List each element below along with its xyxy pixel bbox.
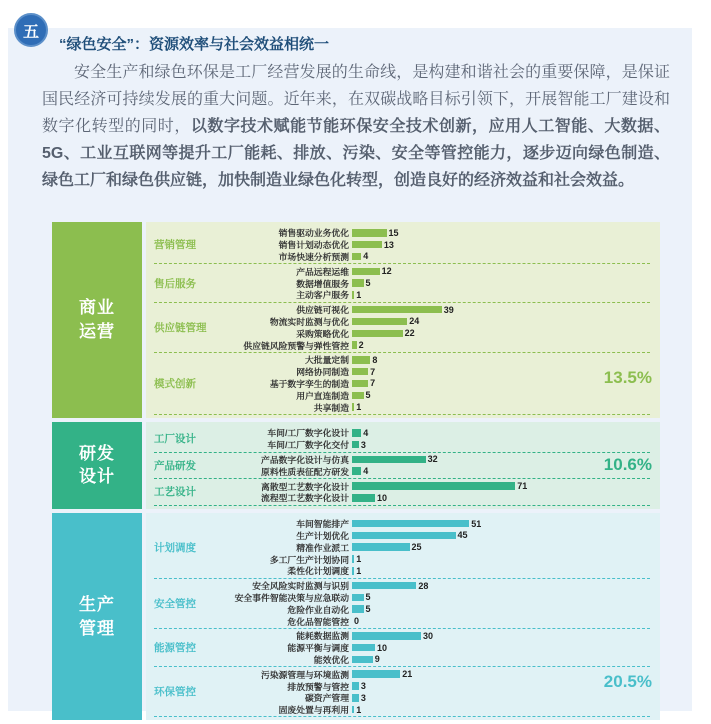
bar — [352, 241, 382, 249]
bar — [352, 306, 442, 314]
bar — [352, 392, 364, 400]
bar-label: 碳资产管理 — [305, 693, 349, 704]
bar — [352, 632, 421, 640]
category-group-0 — [154, 517, 650, 579]
bar-value: 9 — [374, 654, 380, 665]
bar-label: 供应链可视化 — [296, 305, 349, 316]
bar-label: 车间/工厂数字化设计 — [267, 428, 349, 439]
bar-row — [234, 366, 650, 378]
category-group-1 — [154, 579, 650, 629]
bar-rows — [234, 454, 650, 478]
bar-label: 供应链风险预警与弹性管控 — [243, 340, 349, 351]
bar-label: 危化品智能管控 — [287, 616, 349, 627]
bar-label: 用户直连制造 — [296, 390, 349, 401]
bar-row — [234, 603, 650, 615]
bar — [352, 330, 403, 338]
section-panel — [146, 222, 660, 418]
section-title-block — [52, 513, 142, 721]
bar-value: 28 — [418, 580, 429, 591]
page-title: “绿色安全”：资源效率与社会效益相统一 — [59, 36, 330, 53]
bar-rows — [234, 427, 650, 451]
bar-value: 10 — [377, 492, 388, 503]
bar-value: 10 — [377, 642, 388, 653]
bar-row — [234, 465, 650, 477]
bar-value: 5 — [365, 390, 371, 401]
bar-rows — [234, 580, 650, 627]
bar-label: 主动客户服务 — [296, 290, 349, 301]
bar-row — [234, 654, 650, 666]
section-title-block — [52, 222, 142, 418]
bar-label: 车间/工厂数字化交付 — [267, 440, 349, 451]
category-group-0 — [154, 426, 650, 453]
bar-row — [234, 427, 650, 439]
bar — [352, 341, 357, 349]
bar — [352, 467, 361, 475]
bar-row — [234, 642, 650, 654]
bar-value: 13 — [383, 239, 394, 250]
bar-value: 4 — [363, 251, 369, 262]
section-percent: 10.6% — [603, 455, 652, 475]
bar-rows — [234, 480, 650, 504]
bar-row — [234, 304, 650, 316]
bar-row — [234, 553, 650, 565]
bar-row — [234, 530, 650, 542]
category-label: 工艺设计 — [154, 486, 196, 499]
bar-row — [234, 354, 650, 366]
bar-value: 25 — [411, 542, 422, 553]
section-title-label: 商业运营 — [79, 298, 115, 341]
paragraph-normal-text: 安全生产和绿色环保是工厂经营发展的生命线，是构建和谐社会的重要保障，是保证国民经济可持续发展的重大问题。近年来，在双碳战略目标引领下，开展智能工厂建设和数字化转型的同时， — [42, 64, 670, 135]
category-label: 计划调度 — [154, 541, 196, 554]
bar-row — [234, 378, 650, 390]
bar — [352, 694, 359, 702]
bar — [352, 380, 368, 388]
article-page — [8, 23, 692, 716]
category-group-1 — [154, 453, 650, 480]
bar-label: 污染源管理与环境监测 — [261, 669, 349, 680]
bar-value: 4 — [363, 427, 369, 438]
bar-label: 车间智能排产 — [296, 519, 349, 530]
category-label: 能源管控 — [154, 642, 196, 655]
bar — [352, 456, 426, 464]
bar-label: 流程型工艺数字化设计 — [261, 493, 349, 504]
bar-label: 能耗数据监测 — [296, 631, 349, 642]
bar-value: 12 — [381, 266, 392, 277]
bar-row — [234, 668, 650, 680]
bar-value: 39 — [443, 304, 454, 315]
bar-value: 32 — [427, 454, 438, 465]
bar — [352, 368, 368, 376]
bar — [352, 229, 387, 237]
bar-row — [234, 541, 650, 553]
bar-label: 共享制造 — [313, 402, 349, 413]
bar-label: 销售计划动态优化 — [278, 240, 349, 251]
bar — [352, 594, 364, 602]
bar-row — [234, 239, 650, 251]
bar-label: 物流实时监测与优化 — [269, 316, 349, 327]
bar-rows — [234, 668, 650, 715]
bar-value: 1 — [356, 704, 362, 715]
bar-value: 7 — [370, 378, 376, 389]
bar-row — [234, 389, 650, 401]
bar — [352, 403, 354, 411]
bar — [352, 291, 354, 299]
intro-paragraph — [42, 59, 670, 194]
bar-label: 固废处置与再利用 — [278, 705, 349, 716]
bar-value: 3 — [360, 680, 366, 691]
bar — [352, 318, 407, 326]
bar-label: 排放预警与管控 — [287, 681, 349, 692]
bar — [352, 494, 375, 502]
bar-label: 离散型工艺数字化设计 — [261, 481, 349, 492]
category-group-2 — [154, 479, 650, 506]
bar-label: 产品数字化设计与仿真 — [261, 454, 349, 465]
bar-label: 危险作业自动化 — [287, 604, 349, 615]
category-label: 售后服务 — [154, 277, 196, 290]
category-label: 模式创新 — [154, 377, 196, 390]
bar-rows — [234, 518, 650, 577]
bar — [352, 520, 469, 528]
bar-row — [234, 339, 650, 351]
bar — [352, 706, 354, 714]
section-title-label: 生产管理 — [79, 594, 115, 638]
category-group-2 — [154, 303, 650, 353]
bar-value: 4 — [363, 466, 369, 477]
bar-label: 大批量定制 — [305, 355, 349, 366]
category-label: 供应链管理 — [154, 321, 207, 334]
bar-row — [234, 480, 650, 492]
bar-value: 2 — [358, 340, 364, 351]
bar — [352, 555, 354, 563]
bar-label: 市场快速分析预测 — [278, 252, 349, 262]
bar — [352, 605, 364, 613]
chart-section-0 — [52, 222, 660, 418]
bar-value: 1 — [356, 402, 362, 413]
bar-rows — [234, 354, 650, 413]
bar — [352, 279, 364, 287]
bar — [352, 268, 380, 276]
bar-value: 1 — [356, 565, 362, 576]
section-number-badge: 五 — [14, 13, 48, 47]
bar — [352, 532, 456, 540]
category-group-1 — [154, 264, 650, 302]
bar-label: 产品远程运维 — [296, 266, 349, 277]
bar-row — [234, 615, 650, 627]
bar — [352, 356, 370, 364]
section-title-block — [52, 422, 142, 509]
bar-row — [234, 289, 650, 301]
paragraph-bold-text: 以数字技术赋能节能环保安全技术创新，应用人工智能、大数据、5G、工业互联网等提升工厂能耗、排放、污染、安全等管控能力，逐步迈向绿色制造、绿色工厂和绿色供应链，加快制造业绿色化转型，创造良好的经济效益和社会效益。 — [42, 118, 670, 189]
bar — [352, 670, 400, 678]
smart-factory-scenario-chart — [52, 222, 660, 724]
bar-value: 51 — [471, 518, 482, 529]
bar-row — [234, 439, 650, 451]
bar-row — [234, 565, 650, 577]
bar — [352, 682, 359, 690]
category-label: 安全管控 — [154, 597, 196, 610]
bar — [352, 429, 361, 437]
bar — [352, 582, 416, 590]
bar — [352, 644, 375, 652]
bar-row — [234, 265, 650, 277]
category-group-0 — [154, 226, 650, 264]
bar-row — [234, 401, 650, 413]
bar-label: 销售驱动业务优化 — [278, 228, 349, 239]
bar-row — [234, 518, 650, 530]
bar-label: 能源平衡与调度 — [287, 643, 349, 654]
bar-label: 多工厂生产计划协同 — [269, 554, 349, 565]
bar — [352, 482, 515, 490]
category-group-3 — [154, 353, 650, 415]
bar-label: 采购策略优化 — [296, 328, 349, 339]
bar-row — [234, 492, 650, 504]
section-title-label: 研发设计 — [79, 443, 115, 487]
category-label: 营销管理 — [154, 239, 196, 252]
bar-label: 柔性化计划调度 — [287, 566, 349, 577]
bar-label: 安全事件智能决策与应急联动 — [234, 592, 349, 603]
bar-label: 安全风险实时监测与识别 — [252, 581, 349, 592]
bar-row — [234, 680, 650, 692]
bar-value: 5 — [365, 592, 371, 603]
bar-label: 原料性质表征配方研发 — [261, 466, 349, 477]
bar-row — [234, 316, 650, 328]
bar-value: 71 — [517, 481, 528, 492]
bar-row — [234, 454, 650, 466]
bar-value: 24 — [409, 316, 420, 327]
bar-row — [234, 692, 650, 704]
category-group-3 — [154, 667, 650, 717]
section-percent: 13.5% — [603, 367, 652, 387]
section-panel — [146, 513, 660, 721]
bar-label: 精准作业派工 — [296, 542, 349, 553]
section-percent: 20.5% — [603, 672, 652, 692]
bar — [352, 543, 410, 551]
bar-value: 5 — [365, 278, 371, 289]
bar-row — [234, 630, 650, 642]
bar-rows — [234, 265, 650, 300]
bar — [352, 567, 354, 575]
bar-value: 5 — [365, 604, 371, 615]
bar-value: 1 — [356, 289, 362, 300]
chart-section-1 — [52, 422, 660, 509]
bar-label: 基于数字孪生的制造 — [269, 378, 349, 389]
bar-row — [234, 704, 650, 716]
bar-value: 3 — [360, 692, 366, 703]
bar-value: 15 — [388, 227, 399, 238]
bar — [352, 441, 359, 449]
category-label: 工厂设计 — [154, 433, 196, 446]
bar-row — [234, 227, 650, 239]
bar-rows — [234, 630, 650, 665]
bar — [352, 253, 361, 261]
bar-rows — [234, 304, 650, 351]
chart-section-2 — [52, 513, 660, 721]
bar-value: 1 — [356, 554, 362, 565]
section-panel — [146, 422, 660, 509]
bar-label: 生产计划优化 — [296, 530, 349, 541]
category-group-2 — [154, 629, 650, 667]
bar — [352, 656, 373, 664]
bar-value: 0 — [354, 616, 360, 626]
category-label: 产品研发 — [154, 459, 196, 472]
bar-label: 数据增值服务 — [296, 278, 349, 289]
bar-row — [234, 251, 650, 263]
bar-value: 3 — [360, 439, 366, 450]
bar-value: 45 — [457, 530, 468, 541]
bar-value: 8 — [372, 354, 378, 365]
bar-value: 21 — [402, 669, 413, 680]
bar-value: 7 — [370, 366, 376, 377]
bar-value: 30 — [423, 630, 434, 641]
category-label: 环保管控 — [154, 686, 196, 699]
bar-row — [234, 580, 650, 592]
bar-rows — [234, 227, 650, 262]
bar-row — [234, 277, 650, 289]
bar-value: 22 — [404, 328, 415, 339]
bar-label: 能效优化 — [313, 654, 349, 665]
bar-row — [234, 327, 650, 339]
bar-row — [234, 592, 650, 604]
bar-label: 网络协同制造 — [296, 367, 349, 378]
